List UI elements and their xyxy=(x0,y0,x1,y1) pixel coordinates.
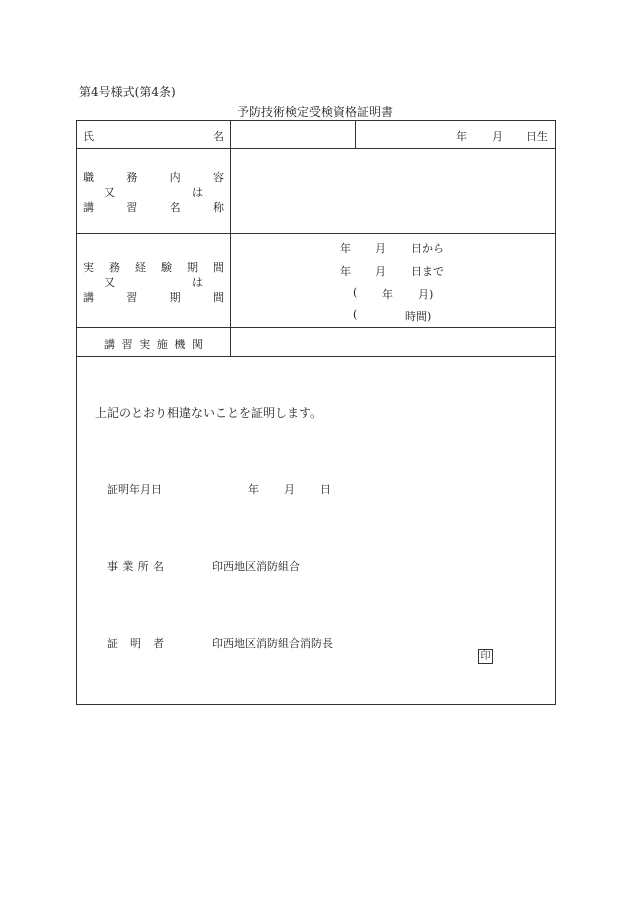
name-value-field[interactable] xyxy=(232,122,353,147)
table-border-left xyxy=(76,120,77,705)
cert-year-unit: 年 xyxy=(248,483,259,496)
duty-label-line3: 講 習 名 称 xyxy=(83,201,224,214)
institution-value-field[interactable] xyxy=(232,329,553,355)
from-day-unit: 日から xyxy=(411,242,444,255)
duration-month-unit: 月) xyxy=(418,288,434,301)
from-month-unit: 月 xyxy=(375,242,386,255)
hours-unit: 時間) xyxy=(405,310,432,323)
certification-statement: 上記のとおり相違ないことを証明します。 xyxy=(95,406,323,420)
duration-year-unit: 年 xyxy=(382,288,393,301)
period-label-line1: 実 務 経 験 期 間 xyxy=(83,261,224,274)
row-divider xyxy=(76,356,556,357)
birthdate-year-unit: 年 xyxy=(456,130,467,143)
row-divider xyxy=(76,327,556,328)
hours-open-paren: ( xyxy=(353,308,358,321)
office-name-label: 事 業 所 名 xyxy=(107,560,164,573)
name-birthdate-divider xyxy=(355,120,356,149)
label-column-divider xyxy=(230,120,231,357)
to-day-unit: 日まで xyxy=(411,265,444,278)
birthdate-day-unit: 日生 xyxy=(526,130,548,143)
from-year-unit: 年 xyxy=(340,242,351,255)
office-name-value: 印西地区消防組合 xyxy=(212,560,300,573)
period-label-line2: 又 は xyxy=(104,276,203,289)
table-border-bottom xyxy=(76,704,556,705)
duty-label-line2: 又 は xyxy=(104,186,203,199)
row-divider xyxy=(76,233,556,234)
table-border-right xyxy=(555,120,556,705)
cert-day-unit: 日 xyxy=(320,483,331,496)
form-number: 第4号様式(第4条) xyxy=(79,85,176,99)
cert-month-unit: 月 xyxy=(284,483,295,496)
certification-date-label: 証明年月日 xyxy=(107,483,162,496)
to-month-unit: 月 xyxy=(375,265,386,278)
birthdate-month-unit: 月 xyxy=(492,130,503,143)
seal-mark: 印 xyxy=(478,649,493,664)
period-label-line3: 講 習 期 間 xyxy=(83,291,224,304)
certifier-value: 印西地区消防組合消防長 xyxy=(212,637,333,650)
to-year-unit: 年 xyxy=(340,265,351,278)
institution-label: 講 習 実 施 機 関 xyxy=(104,338,203,351)
row-divider xyxy=(76,148,556,149)
certifier-label: 証 明 者 xyxy=(107,637,164,650)
form-title: 予防技術検定受検資格証明書 xyxy=(236,105,393,119)
duration-open-paren: ( xyxy=(353,286,358,299)
table-border-top xyxy=(76,120,556,121)
name-label: 氏 名 xyxy=(83,130,224,143)
duty-value-field[interactable] xyxy=(232,150,553,231)
duty-label-line1: 職 務 内 容 xyxy=(83,171,224,184)
